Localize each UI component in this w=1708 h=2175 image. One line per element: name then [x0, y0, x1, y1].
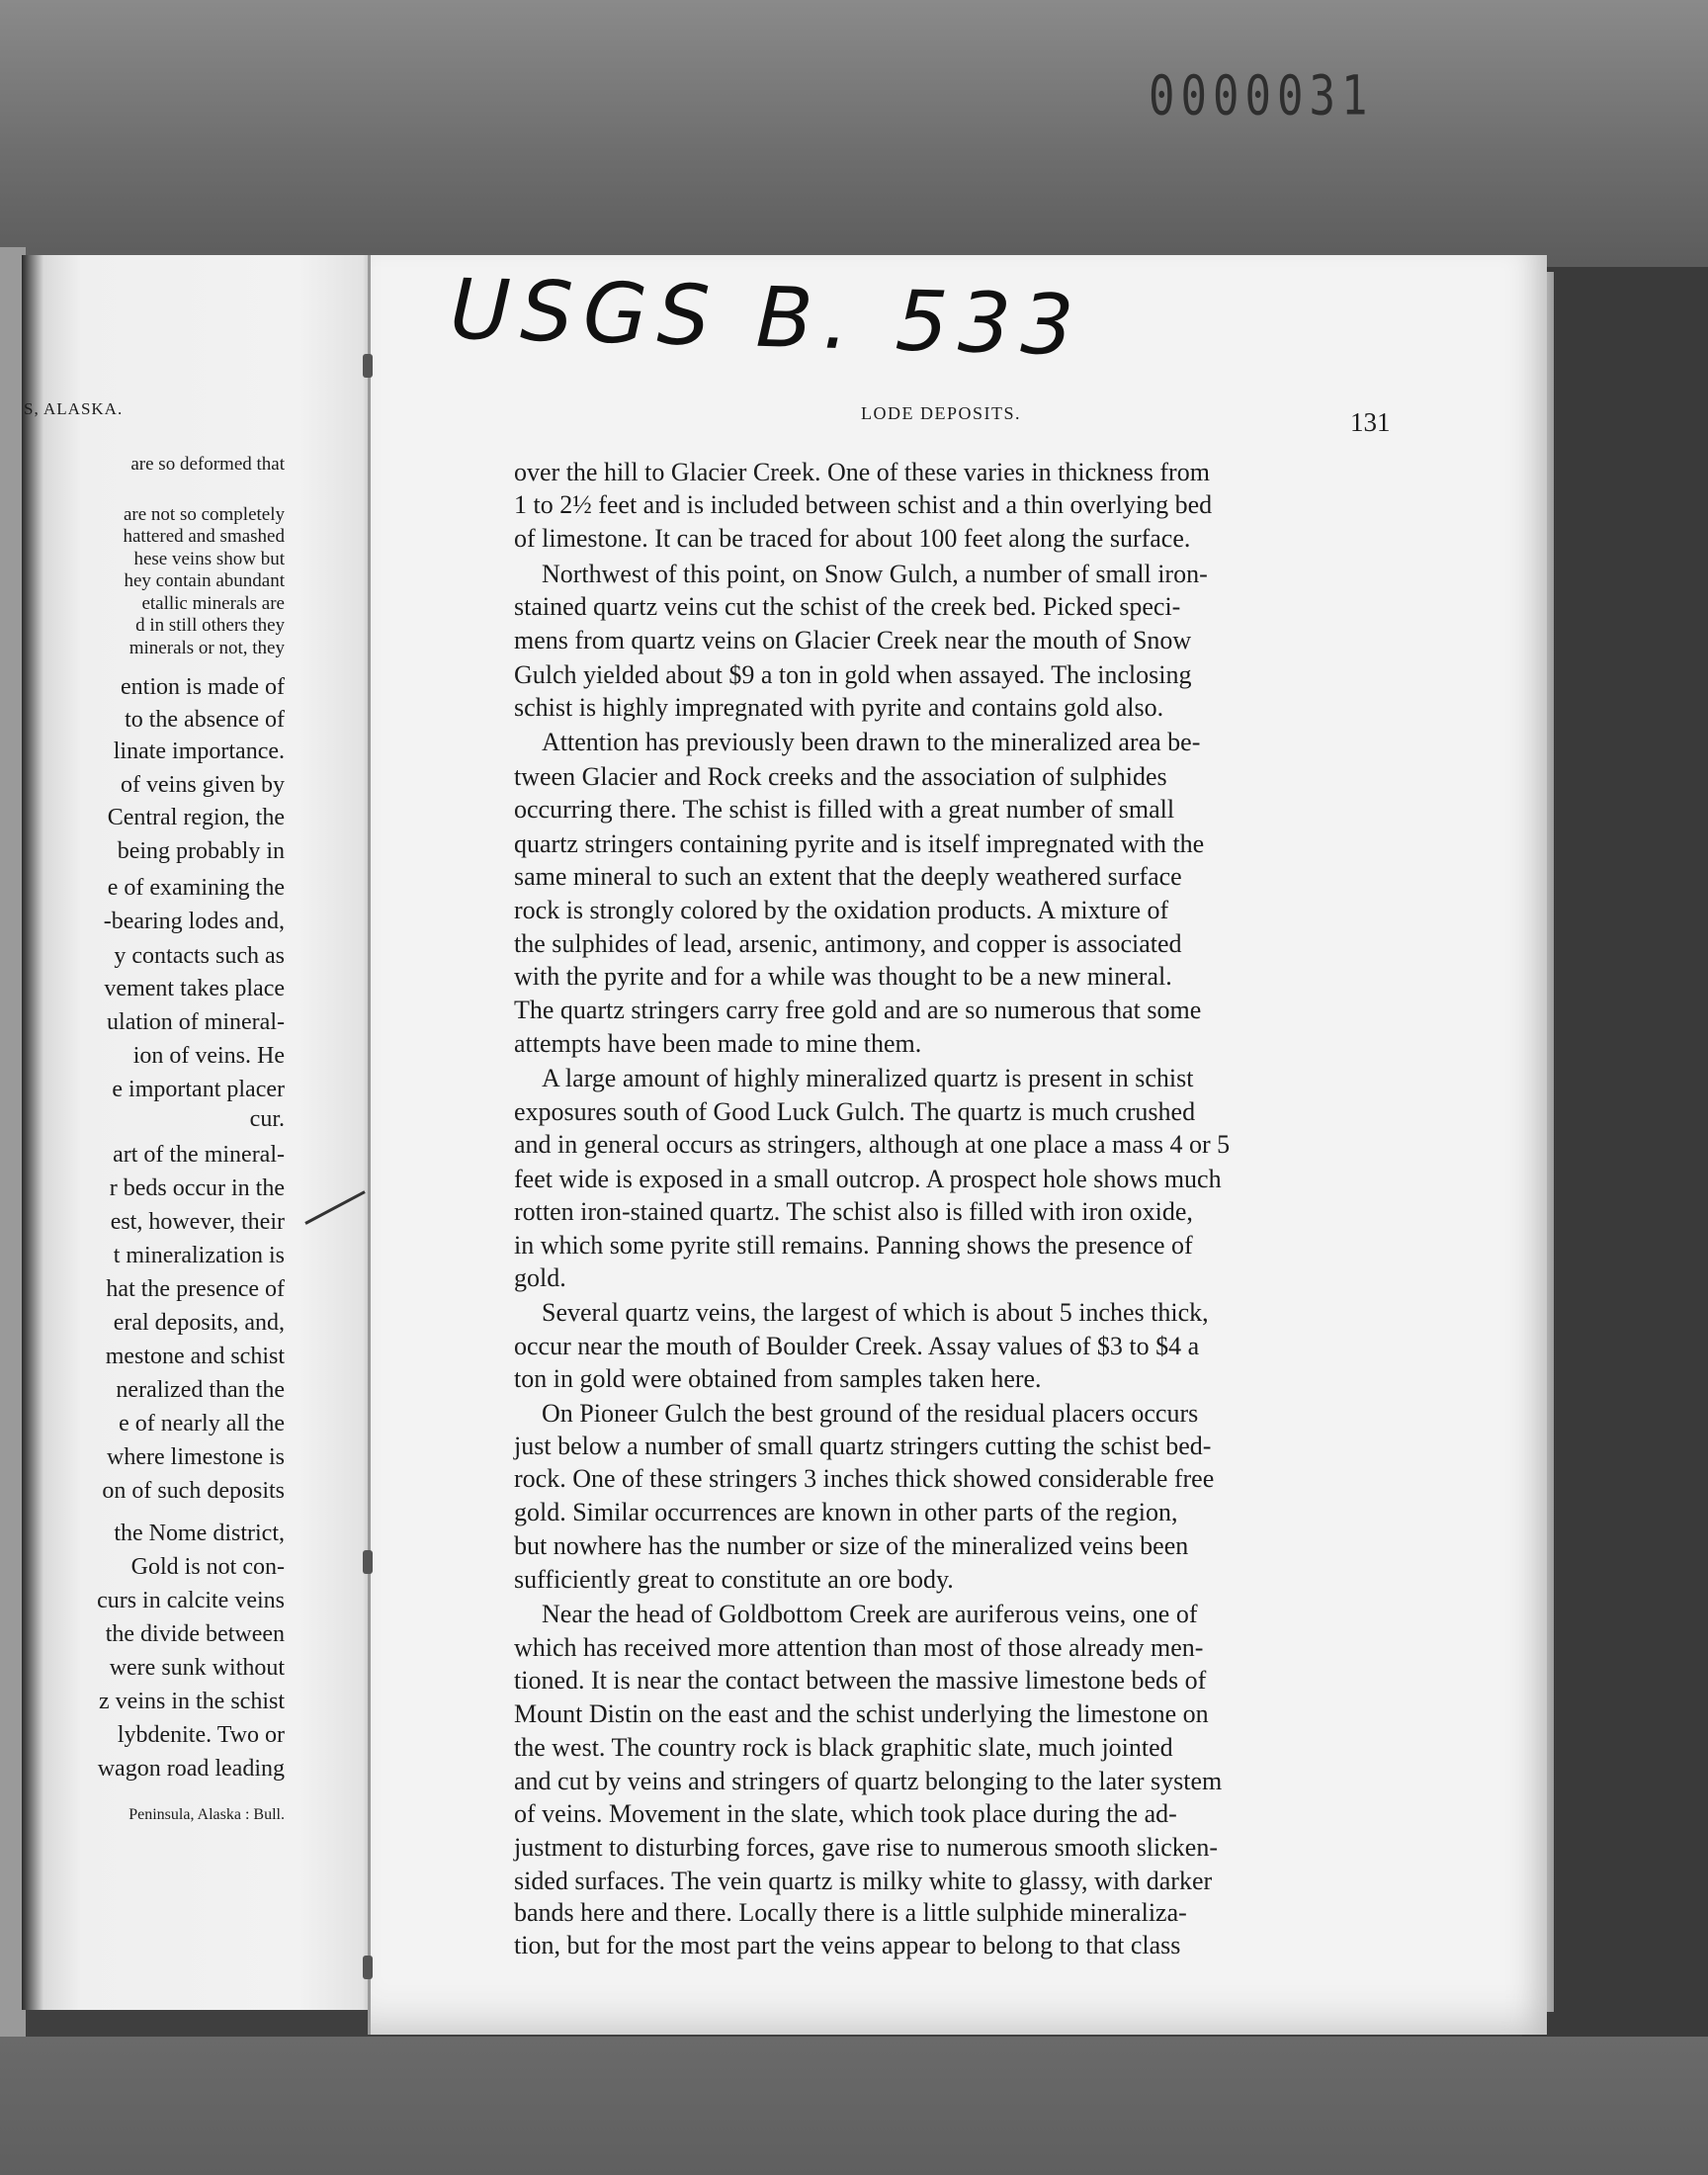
- left-page-line: the Nome district,: [114, 1521, 285, 1546]
- left-page-line: were sunk without: [109, 1655, 285, 1681]
- document-stamp-number: 0000031: [1149, 64, 1374, 129]
- body-text-line: rock is strongly colored by the oxidation products. A mixture of: [514, 896, 1169, 924]
- left-running-head: S, ALASKA.: [24, 399, 124, 418]
- left-page-line: eral deposits, and,: [113, 1310, 285, 1336]
- body-text-line: in which some pyrite still remains. Panning shows the presence of: [514, 1231, 1193, 1260]
- left-page-line: est, however, their: [110, 1209, 285, 1235]
- pen-mark: [304, 1190, 365, 1225]
- page-running-head: LODE DEPOSITS.: [861, 403, 1022, 423]
- body-text-line: occurring there. The schist is filled with a great number of small: [514, 795, 1175, 824]
- body-text-line: and cut by veins and stringers of quartz belonging to the later system: [514, 1767, 1223, 1795]
- body-text-line: gold. Similar occurrences are known in other parts of the region,: [514, 1498, 1178, 1526]
- left-page: [22, 255, 378, 2010]
- left-page-line: hat the presence of: [106, 1276, 285, 1302]
- left-page-line: e important placer: [112, 1077, 285, 1102]
- left-page-line: Central region, the: [107, 805, 285, 830]
- left-page-line: curs in calcite veins: [97, 1588, 285, 1613]
- left-page-line: y contacts such as: [114, 943, 285, 969]
- left-page-line: ion of veins. He: [132, 1043, 285, 1069]
- body-text-line: which has received more attention than most of those already men-: [514, 1633, 1204, 1662]
- body-text-line: bands here and there. Locally there is a little sulphide mineraliza-: [514, 1898, 1187, 1927]
- binding-staple: [363, 1550, 373, 1574]
- body-text-line: The quartz stringers carry free gold and are so numerous that some: [514, 996, 1202, 1024]
- left-page-line: Gold is not con-: [130, 1554, 285, 1580]
- body-text-line: tween Glacier and Rock creeks and the association of sulphides: [514, 762, 1167, 791]
- body-text-line: attempts have been made to mine them.: [514, 1029, 922, 1058]
- left-page-line: to the absence of: [125, 707, 285, 733]
- body-text-line: On Pioneer Gulch the best ground of the residual placers occurs: [542, 1399, 1199, 1428]
- body-text-line: rotten iron-stained quartz. The schist also is filled with iron oxide,: [514, 1197, 1193, 1226]
- left-page-line: etallic minerals are: [141, 593, 285, 614]
- body-text-line: the sulphides of lead, arsenic, antimony, and copper is associated: [514, 929, 1182, 958]
- left-page-line: are not so completely: [123, 504, 285, 525]
- body-text-line: rock. One of these stringers 3 inches thick showed considerable free: [514, 1464, 1215, 1493]
- body-text-line: ton in gold were obtained from samples taken here.: [514, 1364, 1042, 1393]
- body-text-line: mens from quartz veins on Glacier Creek near the mouth of Snow: [514, 626, 1192, 654]
- left-page-line: lybdenite. Two or: [117, 1722, 285, 1748]
- left-page-line: wagon road leading: [97, 1756, 285, 1782]
- left-page-line: art of the mineral-: [113, 1142, 285, 1168]
- body-text-line: 1 to 2½ feet and is included between schist and a thin overlying bed: [514, 490, 1213, 519]
- body-text-line: Near the head of Goldbottom Creek are auriferous veins, one of: [542, 1600, 1198, 1628]
- body-text-line: gold.: [514, 1263, 566, 1292]
- body-text-line: Several quartz veins, the largest of which is about 5 inches thick,: [542, 1298, 1209, 1327]
- left-page-footnote: Peninsula, Alaska : Bull.: [128, 1806, 285, 1823]
- left-page-line: e of nearly all the: [119, 1411, 285, 1436]
- body-text-line: feet wide is exposed in a small outcrop. A prospect hole shows much: [514, 1165, 1222, 1193]
- body-text-line: sufficiently great to constitute an ore body.: [514, 1565, 954, 1594]
- left-page-line: of veins given by: [121, 772, 285, 798]
- left-page-line: on of such deposits: [102, 1478, 285, 1504]
- left-page-line: t mineralization is: [113, 1243, 285, 1268]
- left-page-line: hese veins show but: [133, 549, 285, 569]
- body-text-line: same mineral to such an extent that the deeply weathered surface: [514, 862, 1182, 891]
- body-text-line: Mount Distin on the east and the schist underlying the limestone on: [514, 1699, 1209, 1728]
- scan-background-bottom: [0, 2037, 1708, 2175]
- body-text-line: exposures south of Good Luck Gulch. The quartz is much crushed: [514, 1097, 1196, 1126]
- left-page-line: hattered and smashed: [123, 526, 285, 547]
- left-page-line: minerals or not, they: [128, 638, 285, 658]
- left-page-line: are so deformed that: [130, 454, 285, 475]
- scan-background-top: [0, 0, 1708, 277]
- body-text-line: and in general occurs as stringers, although at one place a mass 4 or 5: [514, 1130, 1231, 1159]
- body-text-line: of limestone. It can be traced for about 100 feet along the surface.: [514, 524, 1191, 553]
- body-text-line: A large amount of highly mineralized quartz is present in schist: [542, 1064, 1194, 1092]
- left-page-line: cur.: [249, 1106, 285, 1132]
- body-text-line: stained quartz veins cut the schist of the creek bed. Picked speci-: [514, 592, 1181, 621]
- left-page-line: neralized than the: [116, 1377, 285, 1403]
- left-page-line: linate importance.: [113, 739, 285, 764]
- body-text-line: occur near the mouth of Boulder Creek. Assay values of $3 to $4 a: [514, 1332, 1200, 1360]
- body-text-line: justment to disturbing forces, gave rise to numerous smooth slicken-: [514, 1833, 1218, 1862]
- left-page-line: the divide between: [105, 1621, 285, 1647]
- body-text-line: but nowhere has the number or size of the mineralized veins been: [514, 1531, 1189, 1560]
- body-text-line: over the hill to Glacier Creek. One of these varies in thickness from: [514, 458, 1210, 486]
- body-text-line: Attention has previously been drawn to the mineralized area be-: [542, 728, 1201, 756]
- left-page-line: e of examining the: [107, 875, 285, 901]
- body-text-line: Northwest of this point, on Snow Gulch, a number of small iron-: [542, 560, 1208, 588]
- handwritten-label: USGS B. 533: [448, 260, 1085, 375]
- body-text-line: sided surfaces. The vein quartz is milky white to glassy, with darker: [514, 1867, 1213, 1895]
- binding-staple: [363, 354, 373, 378]
- body-text-line: tion, but for the most part the veins appear to belong to that class: [514, 1931, 1181, 1959]
- body-text-line: of veins. Movement in the slate, which took place during the ad-: [514, 1799, 1177, 1828]
- left-page-line: where limestone is: [107, 1444, 285, 1470]
- body-text-line: schist is highly impregnated with pyrite and contains gold also.: [514, 693, 1164, 722]
- body-text-line: with the pyrite and for a while was thought to be a new mineral.: [514, 962, 1172, 991]
- body-text-line: just below a number of small quartz stringers cutting the schist bed-: [514, 1432, 1212, 1460]
- left-page-line: r beds occur in the: [109, 1175, 285, 1201]
- left-page-line: -bearing lodes and,: [103, 909, 285, 934]
- body-text-line: the west. The country rock is black graphitic slate, much jointed: [514, 1733, 1173, 1762]
- left-page-line: being probably in: [117, 838, 285, 864]
- left-page-line: ention is made of: [121, 674, 285, 700]
- left-page-line: d in still others they: [135, 615, 285, 636]
- left-page-line: mestone and schist: [105, 1344, 285, 1369]
- body-text-line: Gulch yielded about $9 a ton in gold when assayed. The inclosing: [514, 660, 1192, 689]
- body-text-line: tioned. It is near the contact between the massive limestone beds of: [514, 1666, 1207, 1695]
- left-page-line: z veins in the schist: [99, 1689, 285, 1714]
- page-number: 131: [1350, 407, 1391, 437]
- left-page-line: ulation of mineral-: [107, 1009, 285, 1035]
- left-page-line: hey contain abundant: [124, 570, 285, 591]
- left-page-line: vement takes place: [104, 976, 285, 1001]
- body-text-line: quartz stringers containing pyrite and is itself impregnated with the: [514, 829, 1205, 858]
- binding-staple: [363, 1956, 373, 1979]
